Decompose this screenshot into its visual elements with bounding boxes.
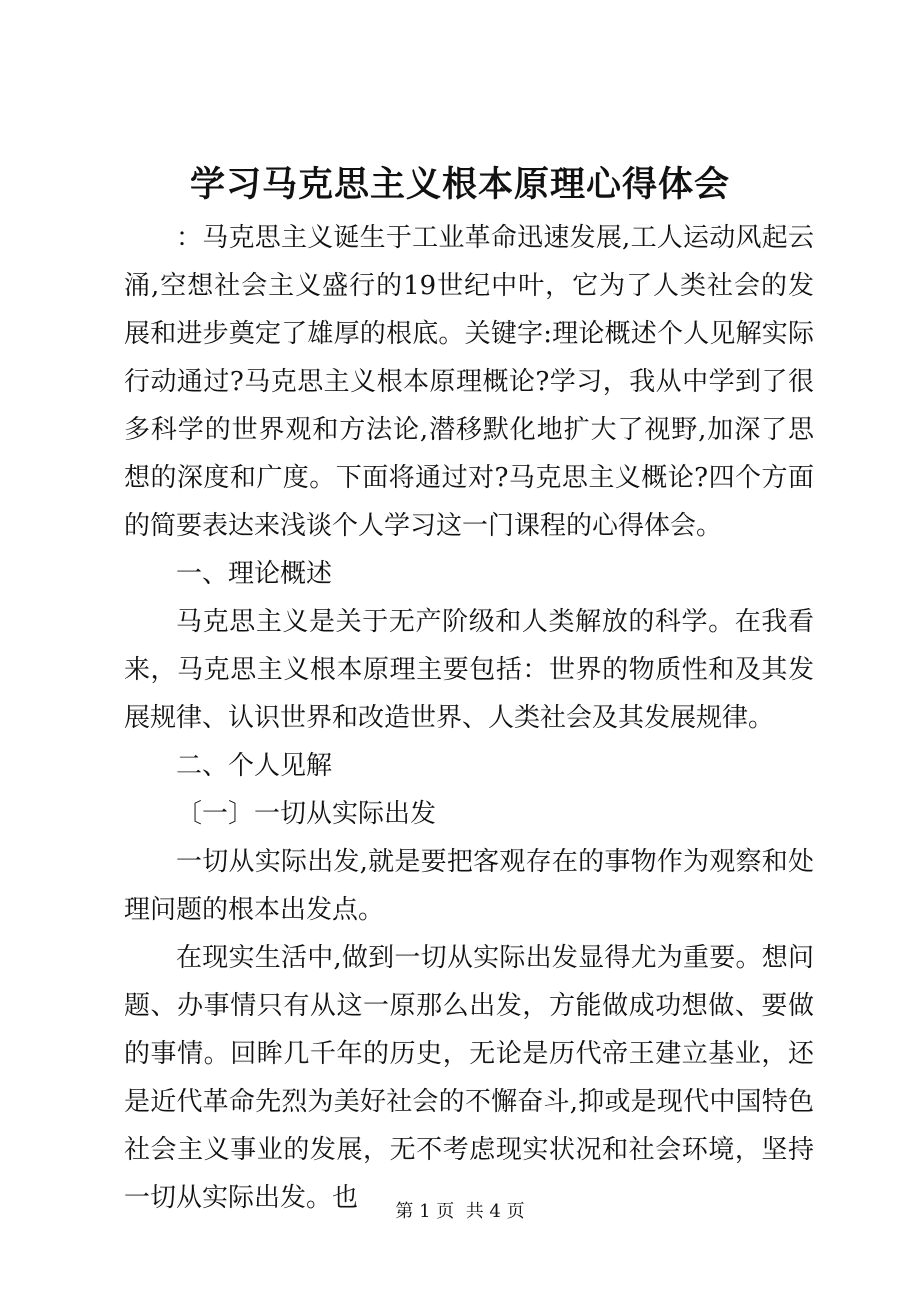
paragraph-theory: 马克思主义是关于无产阶级和人类解放的科学。在我看来，马克思主义根本原理主要包括：世界的物质性和及其发展规律、认识世界和改造世界、人类社会及其发展规律。 (124, 607, 814, 733)
section-heading-views: 二、个人见解 (176, 751, 333, 781)
page-title: 学习马克思主义根本原理心得体会 (189, 164, 730, 205)
page-footer (0, 1197, 920, 1227)
document-body (124, 214, 814, 1222)
page-number: 第 1 页 共 4 页 (395, 1201, 525, 1222)
paragraph-practice-definition: 一切从实际出发,就是要把客观存在的事物作为观察和处理问题的根本出发点。 (124, 847, 814, 925)
paragraph-practice-reality: 在现实生活中,做到一切从实际出发显得尤为重要。想问题、办事情只有从这一原那么出发，方能做成功想做、要做的事情。回眸几千年的历史，无论是历代帝王建立基业，还是近代革命先烈为美好社会的不懈奋斗,抑或是现代中国特色社会主义事业的发展，无不考虑现实状况和社会环境，坚持一切从实际出发。也 (124, 943, 814, 1213)
subsection-heading-practice: 〔一〕一切从实际出发 (176, 799, 437, 829)
section-heading-theory: 一、理论概述 (176, 559, 333, 589)
paragraph-abstract: ：马克思主义诞生于工业革命迅速发展,工人运动风起云涌,空想社会主义盛行的19世纪中叶，它为了人类社会的发展和进步奠定了雄厚的根底。关键字:理论概述个人见解实际行动通过?马克思主义根本原理概论?学习，我从中学到了很多科学的世界观和方法论,潜移默化地扩大了视野,加深了思想的深度和广度。下面将通过对?马克思主义概论?四个方面的简要表达来浅谈个人学习这一门课程的心得体会。 (124, 223, 814, 541)
